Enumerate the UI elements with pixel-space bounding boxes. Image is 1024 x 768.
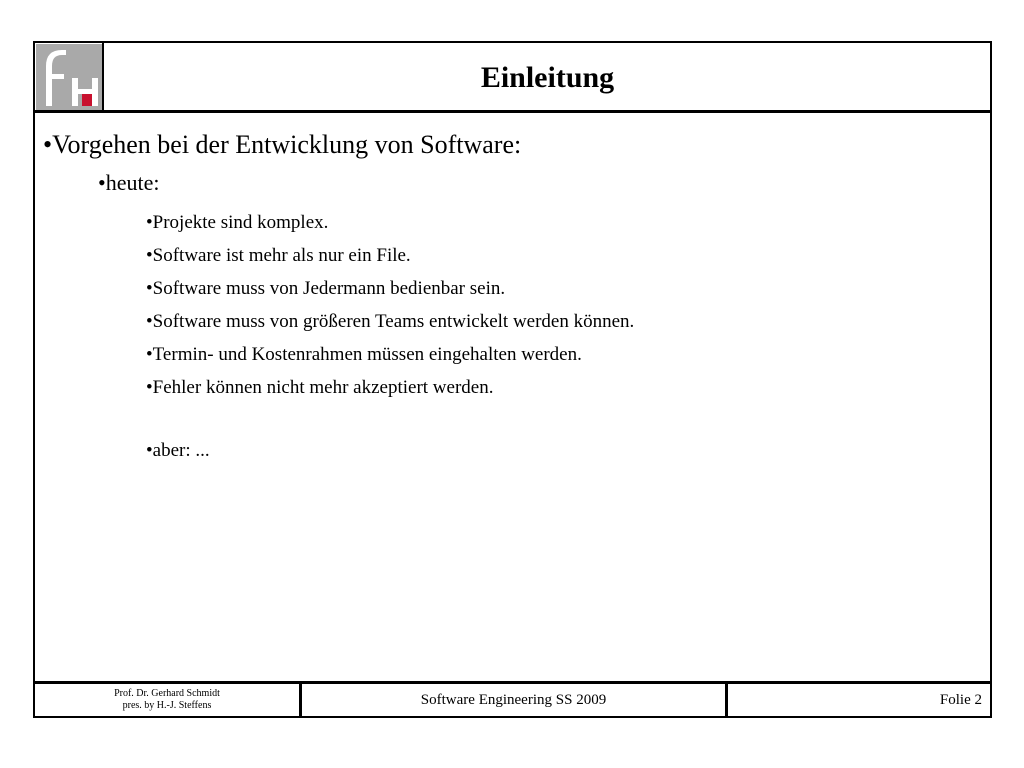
list-item: •Termin- und Kostenrahmen müssen eingehalten werden.: [146, 344, 582, 365]
footer-course: Software Engineering SS 2009: [302, 684, 728, 716]
footer-author: [35, 684, 302, 716]
footer-slide-number: Folie 2: [939, 691, 982, 708]
footer-author-line2: pres. by H.-J. Steffens: [122, 700, 212, 711]
bullet-level1: •Vorgehen bei der Entwicklung von Software:: [43, 130, 522, 159]
list-item: •Software muss von größeren Teams entwickelt werden können.: [146, 311, 635, 332]
slide-header: [35, 43, 990, 113]
fh-logo-icon: [36, 44, 102, 110]
logo-box: [35, 43, 104, 110]
list-item: •Projekte sind komplex.: [146, 212, 329, 233]
list-item: •Fehler können nicht mehr akzeptiert werden.: [146, 377, 494, 398]
bullet-level2: •heute:: [98, 170, 160, 195]
bullet-extra: •aber: ...: [146, 440, 210, 461]
list-item: •Software muss von Jedermann bedienbar sein.: [146, 278, 506, 299]
bullet-list: [146, 206, 634, 404]
slide-frame: [33, 41, 992, 718]
slide-footer: [35, 681, 990, 716]
slide-content: [35, 113, 990, 681]
slide-title: Einleitung: [480, 61, 615, 94]
footer-author-line1: Prof. Dr. Gerhard Schmidt: [114, 688, 220, 699]
list-item: •Software ist mehr als nur ein File.: [146, 245, 411, 266]
